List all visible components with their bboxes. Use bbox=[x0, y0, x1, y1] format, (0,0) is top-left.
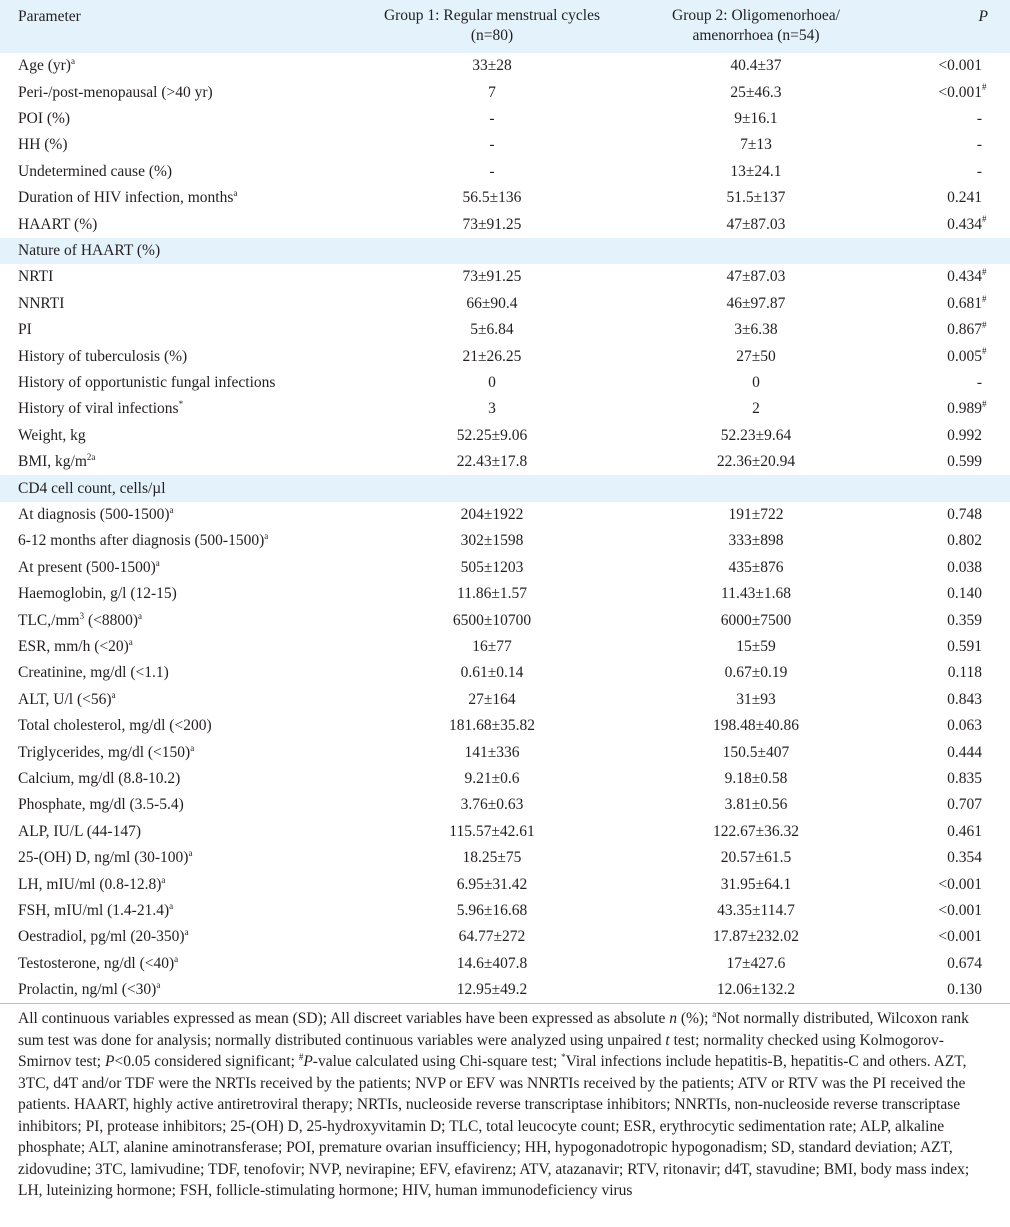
p-value: 0.802 bbox=[947, 532, 982, 550]
group2-value: 52.23±9.64 bbox=[720, 426, 792, 444]
row-label: Age (yr)$^a$ bbox=[18, 56, 75, 75]
group1-value: 3.76±0.63 bbox=[460, 796, 524, 814]
p-value: 0.118 bbox=[947, 664, 982, 682]
group2-value: 46±97.87 bbox=[726, 294, 786, 312]
group2-value: 47±87.03 bbox=[726, 215, 786, 233]
row-label: Oestradiol, pg/ml $(20-350)^a$ bbox=[18, 927, 189, 946]
p-value: 0.707 bbox=[947, 796, 982, 814]
group1-value: 0 bbox=[488, 373, 496, 391]
p-value: 0.241 bbox=[947, 189, 982, 207]
table-row bbox=[0, 871, 1010, 897]
group1-value: 9.21±0.6 bbox=[464, 769, 520, 787]
header-parameter: Parameter bbox=[18, 8, 81, 25]
group1-value: 115.57±42.61 bbox=[449, 822, 535, 840]
group1-value: 12.95±49.2 bbox=[456, 981, 528, 999]
group2-value: 2 bbox=[752, 400, 760, 418]
group2-value: 27±50 bbox=[736, 347, 776, 365]
group1-value: 33±28 bbox=[472, 57, 512, 75]
row-label: ESR, mm/h (<20)$^a$ bbox=[18, 636, 133, 655]
table-row bbox=[0, 977, 1010, 1003]
table-row bbox=[0, 317, 1010, 343]
p-value: 0.359 bbox=[947, 611, 982, 629]
row-label: Peri-/post-menopausal (>40 yr) bbox=[18, 83, 213, 101]
p-value: - bbox=[976, 136, 982, 154]
group1-value: 6.95±31.42 bbox=[456, 875, 528, 893]
row-label: Triglycerides, mg/dl (<150)$^a$ bbox=[18, 742, 195, 761]
table-row bbox=[0, 581, 1010, 607]
row-label: At present $(500-1500)^a$ bbox=[18, 557, 160, 576]
row-label: Nature of HAART (%) bbox=[18, 241, 161, 259]
table-row bbox=[0, 634, 1010, 660]
p-value: 0.992 bbox=[947, 426, 982, 444]
group1-value: 3 bbox=[488, 400, 496, 418]
group2-value: 9±16.1 bbox=[734, 109, 778, 127]
row-label: FSH, mIU/ml $(1.4-21.4)^a$ bbox=[18, 900, 174, 919]
row-label: Duration of HIV infection, months$^a$ bbox=[18, 188, 238, 207]
group1-value: 14.6±407.8 bbox=[456, 954, 528, 972]
group1-value: 64.77±272 bbox=[458, 928, 526, 946]
p-value: 0.843 bbox=[947, 690, 982, 708]
group2-value: 0 bbox=[752, 373, 760, 391]
p-value: 0.461 bbox=[947, 822, 982, 840]
row-label: History of opportunistic fungal infections bbox=[18, 373, 276, 391]
group2-value: 122.67±36.32 bbox=[712, 822, 799, 840]
group1-value: 11.86±1.57 bbox=[457, 585, 527, 603]
group2-value: 31.95±64.1 bbox=[720, 875, 792, 893]
row-label: NNRTI bbox=[18, 294, 65, 312]
group2-value: 47±87.03 bbox=[726, 268, 786, 286]
group2-value: 40.4±37 bbox=[730, 57, 782, 75]
row-label: PI bbox=[18, 321, 32, 339]
group1-value: 7 bbox=[488, 83, 496, 101]
header-group2: Group 2: Oligomenorhoea/ amenorrhoea (n=54) bbox=[672, 7, 840, 44]
group1-value: 141±336 bbox=[464, 743, 520, 761]
group2-value: 13±24.1 bbox=[730, 162, 782, 180]
table-row bbox=[0, 607, 1010, 633]
table-row bbox=[0, 423, 1010, 449]
row-label: 25-(OH) D, ng/ml $(30-100)^a$ bbox=[18, 848, 193, 867]
row-label: Weight, kg bbox=[18, 426, 86, 444]
section-row bbox=[0, 475, 1010, 501]
p-value: 0.681# bbox=[947, 293, 987, 312]
table-row bbox=[0, 370, 1010, 396]
row-label: Haemoglobin, g/l (12-15) bbox=[18, 585, 177, 603]
p-value: <0.001# bbox=[938, 82, 987, 101]
group1-value: - bbox=[489, 109, 495, 127]
group2-value: 15±59 bbox=[736, 637, 776, 655]
table-row bbox=[0, 660, 1010, 686]
group1-value: 302±1598 bbox=[460, 532, 524, 550]
row-label: History of tuberculosis (%) bbox=[18, 347, 188, 365]
group1-value: 6500±10700 bbox=[452, 611, 532, 629]
table-row bbox=[0, 819, 1010, 845]
row-label: ALP, IU/L (44-147) bbox=[18, 822, 141, 840]
group2-value: 12.06±132.2 bbox=[716, 981, 796, 999]
p-value: <0.001 bbox=[938, 928, 982, 946]
group2-value: 43.35±114.7 bbox=[717, 901, 795, 919]
group1-value: 73±91.25 bbox=[462, 268, 522, 286]
group1-value: 16±77 bbox=[472, 637, 512, 655]
p-value: 0.835 bbox=[947, 769, 982, 787]
group1-value: 22.43±17.8 bbox=[456, 453, 528, 471]
table-row bbox=[0, 555, 1010, 581]
row-label: HAART (%) bbox=[18, 215, 98, 233]
group2-value: 435±876 bbox=[728, 558, 784, 576]
group2-value: 11.43±1.68 bbox=[721, 585, 791, 603]
group1-value: 505±1203 bbox=[460, 558, 524, 576]
group1-value: 204±1922 bbox=[460, 505, 524, 523]
p-value: <0.001 bbox=[938, 875, 982, 893]
row-label: ALT, U/l (<56)$^a$ bbox=[18, 689, 116, 708]
group2-value: 333±898 bbox=[728, 532, 784, 550]
row-label: At diagnosis $(500-1500)^a$ bbox=[18, 504, 174, 523]
row-label: Undetermined cause (%) bbox=[18, 162, 173, 180]
group2-value: 31±93 bbox=[736, 690, 776, 708]
table-row bbox=[0, 528, 1010, 554]
table-row bbox=[0, 343, 1010, 369]
table-header-row bbox=[0, 0, 1010, 53]
p-value: 0.038 bbox=[947, 558, 982, 576]
row-label: CD4 cell count, cells/µl bbox=[18, 479, 166, 497]
table-row bbox=[0, 264, 1010, 290]
table-row bbox=[0, 766, 1010, 792]
group2-value: 3±6.38 bbox=[734, 321, 778, 339]
row-label: Calcium, mg/dl (8.8-10.2) bbox=[18, 769, 181, 787]
table-row bbox=[0, 845, 1010, 871]
p-value: - bbox=[976, 109, 982, 127]
row-label: History of viral infections* bbox=[18, 399, 184, 418]
table-footnote: All continuous variables expressed as mean (SD); All discreet variables have been expressed as absolute n (%); $^a$Not normally distributed, Wilcoxon rank sum test was done for analysis; normally distributed continuous variables were analyzed using unpaired t test; normality checked using Kolmogorov-Smirnov test; P<0.05 considered significant; #P-value calculated using Chi-square test; *Viral infections include hepatitis-B, hepatitis-C and others. AZT, 3TC, d4T and/or TDF were the NRTIs received by the patients; NVP or EFV was NNRTIs received by the patients; ATV or RTV was the PI received the patients. HAART, highly active antiretroviral therapy; NRTIs, nucleoside reverse transcriptase inhibitors; NNRTIs, non-nucleoside reverse transcriptase inhibitors; PI, protease inhibitors; 25-(OH) D, 25-hydroxyvitamin D; TLC, total leucocyte count; ESR, erythrocytic sedimentation rate; ALP, alkaline phosphate; ALT, alanine aminotransferase; POI, premature ovarian insufficiency; HH, hypogonadotropic hypogonadism; SD, standard deviation; AZT, zidovudine; 3TC, lamivudine; TDF, tenofovir; NVP, nevirapine; EFV, efavirenz; ATV, atazanavir; RTV, ritonavir; d4T, stavudine; BMI, body mass index; LH, luteinizing hormone; FSH, follicle-stimulating hormone; HIV, human immunodeficiency virus bbox=[18, 1008, 970, 1199]
table-row bbox=[0, 687, 1010, 713]
p-value: 0.748 bbox=[947, 505, 982, 523]
group2-value: 25±46.3 bbox=[730, 83, 782, 101]
table-row bbox=[0, 53, 1010, 79]
p-value: 0.591 bbox=[947, 637, 982, 655]
group1-value: 27±164 bbox=[468, 690, 516, 708]
table-row bbox=[0, 211, 1010, 237]
group2-value: 150.5±407 bbox=[722, 743, 790, 761]
p-value: 0.867# bbox=[947, 320, 987, 339]
group1-value: 18.25±75 bbox=[462, 849, 522, 867]
group2-value: 7±13 bbox=[740, 136, 772, 154]
table-row bbox=[0, 396, 1010, 422]
table-row bbox=[0, 449, 1010, 475]
row-label: 6-12 months after diagnosis $(500-1500)^a$ bbox=[18, 531, 269, 550]
group2-value: 51.5±137 bbox=[726, 189, 786, 207]
p-value: 0.354 bbox=[947, 849, 982, 867]
table-row bbox=[0, 79, 1010, 105]
table-row bbox=[0, 502, 1010, 528]
table-row bbox=[0, 792, 1010, 818]
header-p: P bbox=[978, 8, 988, 25]
p-value: 0.674 bbox=[947, 954, 982, 972]
group2-value: 198.48±40.86 bbox=[712, 717, 799, 735]
group2-value: 191±722 bbox=[728, 505, 784, 523]
table-row bbox=[0, 739, 1010, 765]
table-row bbox=[0, 159, 1010, 185]
group1-value: 5±6.84 bbox=[470, 321, 514, 339]
group2-value: 22.36±20.94 bbox=[716, 453, 796, 471]
group2-value: 17.87±232.02 bbox=[712, 928, 799, 946]
p-value: 0.005# bbox=[947, 346, 987, 365]
group1-value: - bbox=[489, 162, 495, 180]
p-value: - bbox=[976, 373, 982, 391]
group1-value: 52.25±9.06 bbox=[456, 426, 528, 444]
table-bottom-rule bbox=[0, 1003, 1010, 1004]
group2-value: 3.81±0.56 bbox=[724, 796, 788, 814]
row-label: NRTI bbox=[18, 268, 54, 286]
group2-value: 0.67±0.19 bbox=[724, 664, 788, 682]
row-label: LH, mIU/ml $(0.8-12.8)^a$ bbox=[18, 874, 166, 893]
p-value: 0.444 bbox=[947, 743, 982, 761]
p-value: <0.001 bbox=[938, 901, 982, 919]
header-group1: Group 1: Regular menstrual cycles (n=80) bbox=[383, 7, 601, 44]
row-label: $TLC,/mm^3$ (<8800)$^a$ bbox=[18, 610, 143, 629]
p-value: 0.599 bbox=[947, 453, 982, 471]
group1-value: 21±26.25 bbox=[462, 347, 522, 365]
group1-value: 0.61±0.14 bbox=[460, 664, 524, 682]
row-label: Creatinine, mg/dl (<1.1) bbox=[18, 664, 169, 682]
group2-value: 6000±7500 bbox=[720, 611, 792, 629]
table-row bbox=[0, 132, 1010, 158]
table-row bbox=[0, 951, 1010, 977]
group2-value: 9.18±0.58 bbox=[724, 769, 788, 787]
group2-value: 17±427.6 bbox=[726, 954, 786, 972]
row-label: HH (%) bbox=[18, 136, 68, 154]
group2-value: 20.57±61.5 bbox=[720, 849, 792, 867]
group1-value: 73±91.25 bbox=[462, 215, 522, 233]
group1-value: 56.5±136 bbox=[462, 189, 522, 207]
row-label: Phosphate, mg/dl (3.5-5.4) bbox=[18, 796, 184, 814]
table-row bbox=[0, 291, 1010, 317]
group1-value: 5.96±16.68 bbox=[456, 901, 528, 919]
row-label: Prolactin, ng/ml (<30)$^a$ bbox=[18, 980, 161, 999]
row-label: POI (%) bbox=[18, 109, 71, 127]
p-value: 0.434# bbox=[947, 214, 987, 233]
table-row bbox=[0, 713, 1010, 739]
p-value: - bbox=[976, 162, 982, 180]
group1-value: 66±90.4 bbox=[466, 294, 518, 312]
table-row bbox=[0, 185, 1010, 211]
table-row bbox=[0, 898, 1010, 924]
row-label: BMI, $kg/m^{2a}$ bbox=[18, 452, 96, 471]
table-row bbox=[0, 106, 1010, 132]
p-value: 0.989# bbox=[947, 399, 987, 418]
section-row bbox=[0, 238, 1010, 264]
row-label: Testosterone, ng/dl (<40)$^a$ bbox=[18, 953, 179, 972]
p-value: <0.001 bbox=[938, 57, 982, 75]
group1-value: - bbox=[489, 136, 495, 154]
p-value: 0.140 bbox=[947, 585, 982, 603]
p-value: 0.063 bbox=[947, 717, 982, 735]
group1-value: 181.68±35.82 bbox=[448, 717, 535, 735]
table-row bbox=[0, 924, 1010, 950]
p-value: 0.434# bbox=[947, 267, 987, 286]
p-value: 0.130 bbox=[947, 981, 982, 999]
row-label: Total cholesterol, mg/dl (<200) bbox=[18, 717, 212, 735]
